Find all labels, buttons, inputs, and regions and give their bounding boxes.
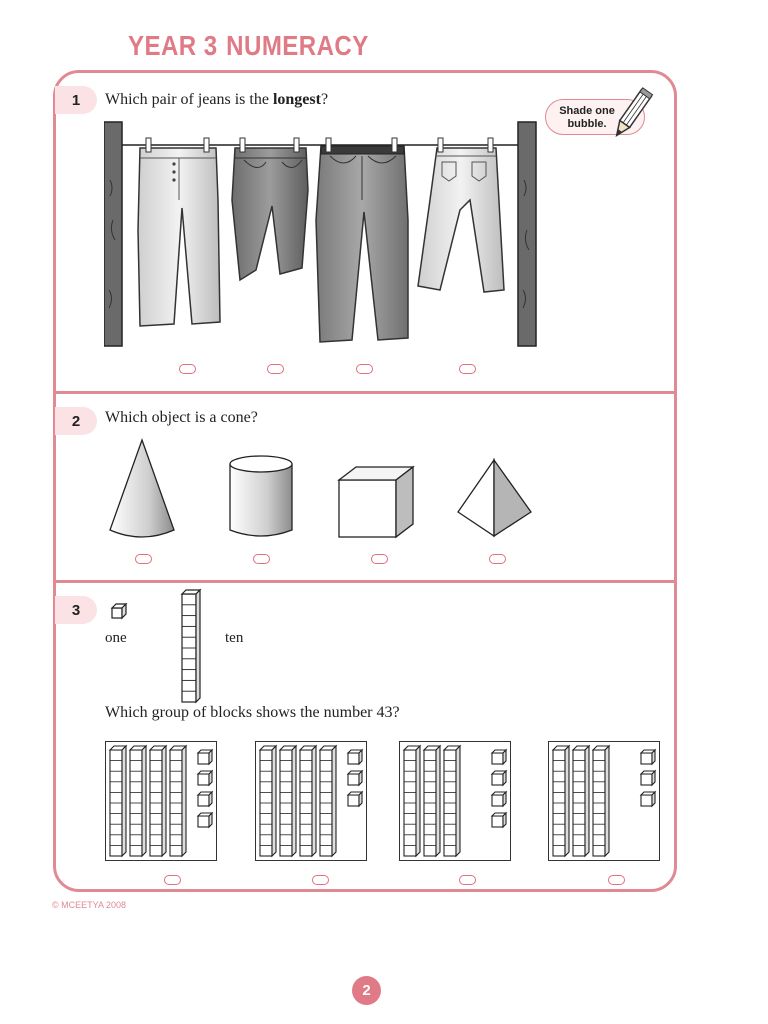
jeans-b <box>232 138 308 280</box>
cone-shape <box>110 440 174 537</box>
copyright: © MCEETYA 2008 <box>52 900 126 910</box>
one-cube <box>198 771 212 785</box>
jeans-d <box>418 138 504 292</box>
one-cube <box>641 750 655 764</box>
divider <box>55 391 675 394</box>
ten-rod <box>130 746 146 856</box>
ten-rod <box>573 746 589 856</box>
block-group-b-drawing <box>256 742 366 860</box>
page-title <box>128 30 369 62</box>
one-cube <box>492 813 506 827</box>
block-group-a <box>105 741 217 861</box>
answer-bubble-q1-a[interactable] <box>179 364 196 374</box>
one-cube <box>492 792 506 806</box>
block-group-b <box>255 741 367 861</box>
question-number-tab: 1 <box>55 86 97 114</box>
question-1-emphasis: longest <box>272 91 321 108</box>
block-group-d <box>548 741 660 861</box>
one-cube <box>198 792 212 806</box>
instruction-note: Shade one bubble. <box>545 99 645 135</box>
cylinder-shape <box>230 456 292 536</box>
one-cube <box>198 813 212 827</box>
pyramid-shape <box>458 460 531 536</box>
one-cube <box>492 750 506 764</box>
cube-shape <box>339 467 413 537</box>
subject-label: NUMERACY <box>226 30 369 61</box>
question-1-text: Which pair of jeans is the longest? <box>105 91 329 108</box>
ten-rod <box>260 746 276 856</box>
block-group-a-drawing <box>106 742 216 860</box>
answer-bubble-q2-a[interactable] <box>135 554 152 564</box>
answer-bubble-q3-b[interactable] <box>312 875 329 885</box>
ten-rod <box>320 746 336 856</box>
ten-rod <box>280 746 296 856</box>
year-label: YEAR 3 <box>128 30 218 61</box>
jeans-illustration <box>104 120 538 348</box>
block-group-c-drawing <box>400 742 510 860</box>
one-cube <box>641 771 655 785</box>
ten-rod <box>300 746 316 856</box>
one-cube <box>198 750 212 764</box>
ten-rod <box>593 746 609 856</box>
question-2-text: Which object is a cone? <box>105 409 258 426</box>
one-cube <box>492 771 506 785</box>
divider <box>55 580 675 583</box>
jeans-c <box>316 138 408 342</box>
jeans-a <box>138 138 220 326</box>
clothesline-post-left <box>104 122 122 346</box>
ten-rod <box>110 746 126 856</box>
answer-bubble-q2-b[interactable] <box>253 554 270 564</box>
pencil-icon <box>608 84 654 146</box>
one-cube <box>348 750 362 764</box>
shapes-illustration <box>100 436 550 546</box>
clothesline-post-right <box>518 122 536 346</box>
block-group-d-drawing <box>549 742 659 860</box>
answer-bubble-q1-b[interactable] <box>267 364 284 374</box>
one-cube <box>641 792 655 806</box>
ten-rod-icon <box>180 588 204 704</box>
page-number: 2 <box>352 976 381 1005</box>
answer-bubble-q2-c[interactable] <box>371 554 388 564</box>
answer-bubble-q1-c[interactable] <box>356 364 373 374</box>
one-label: one <box>105 630 127 646</box>
one-cube <box>348 771 362 785</box>
question-number-tab: 2 <box>55 407 97 435</box>
answer-bubble-q3-a[interactable] <box>164 875 181 885</box>
ten-rod <box>553 746 569 856</box>
answer-bubble-q1-d[interactable] <box>459 364 476 374</box>
answer-bubble-q3-c[interactable] <box>459 875 476 885</box>
question-number-tab: 3 <box>55 596 97 624</box>
question-3-text: Which group of blocks shows the number 43? <box>105 704 400 721</box>
ten-rod <box>424 746 440 856</box>
answer-bubble-q2-d[interactable] <box>489 554 506 564</box>
answer-bubble-q3-d[interactable] <box>608 875 625 885</box>
ten-label: ten <box>225 630 244 646</box>
one-cube-icon <box>110 603 128 621</box>
ten-rod <box>404 746 420 856</box>
block-group-c <box>399 741 511 861</box>
ten-rod <box>150 746 166 856</box>
ten-rod <box>444 746 460 856</box>
ten-rod <box>170 746 186 856</box>
one-cube <box>348 792 362 806</box>
